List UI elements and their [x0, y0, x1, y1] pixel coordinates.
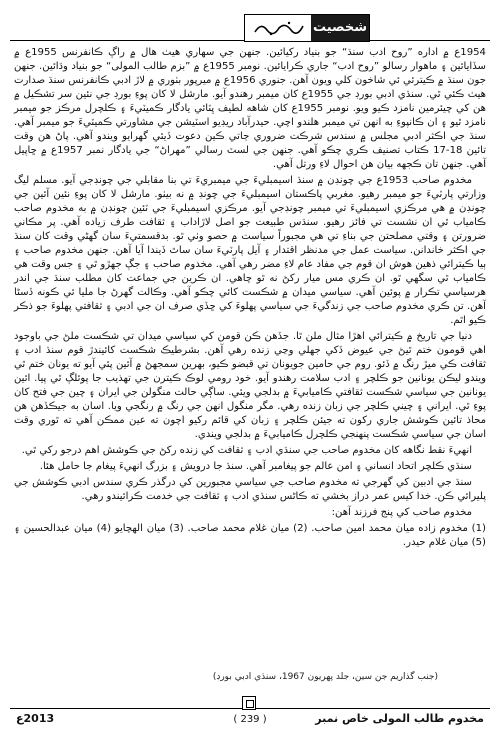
paragraph: 1954ع ۾ اداره ”روح ادب سنڌ“ جو بنياد رکيائين. جنهن جي سهاري هيٺ هال ۾ راڳ ڪانفرنس 1955ع ۾ سڏايائين ۽ ماهوار رسالو ”روح ادب“ جاري ڪرايائين. نومبر 1955ع ۾ ”بزم طالب المولى“ جو بنياد وڌائين. جنهن جون سنڌ ۾ ڪيترئي ئي شاخون کلي ويون آهن. جنوري 1956ع ۾ ميرپور بٺوري ۾ لاڙ ادبي ڪانفرنس سنڌ صدارت هيٺ ڪئي ٿي. سنڌي ادبي بورڊ جي 1955ع کان ميمبر رهندو آيو. مارشل لا کان پوءِ بورڊ جي نئين سر تشڪيل ۾ هن کي چيئرمين نامزد ڪيو ويو. نومبر 1955ع کان شاهه لطيف ڀٽائي يادگار ڪميٽيءَ ۽ ڪلچرل مرڪز جو ميمبر نامزد ٿيو ۽ ان ڪانپوءِ به انهن تي ميمبر هلندو اچي. حيدرآباد ريڊيو اسٽيشن جي مشاورتي ڪميٽيءَ جو ميمبر آهي. سنڌ جي اڪثر ادبي مجلس ۾ سندس شرڪت ضروري ڄاتي ڪين دعوت ڏيئي گهرايو ويندو آهي. پاڻ هن وقت تائين 18-17 ڪتاب تصنيف ڪري چڪو آهي. جنهن جي لسٽ رسالي ”مهراڻ“ جي يادگار نمبر 1957ع ۾ ڇاپيل آهي. جنهن تان ڪجهه بيان هن احوال لاءِ ورتل آهي. — [14, 47, 487, 170]
ornament-icon — [242, 696, 256, 710]
sons-list: (1) مخدوم زاده ميان محمد امين صاحب. (2) ميان غلام محمد صاحب. (3) ميان الهچايو (4) ميان عبدالحسين ۽ (5) ميان غلام حيدر. — [14, 523, 486, 548]
paragraph: سنڌي ڪلچر اتحاد انساني ۽ امن عالم جو پيغامبر آهي. سنڌ جا درويش ۽ بزرگ انهيءَ پيغام جا حامل هئا. — [39, 461, 472, 472]
section-header — [244, 14, 370, 42]
paragraph: سنڌ جي ادبين کي گهرجي ته مخدوم صاحب جي سياسي مجبورين کي درگذر ڪري سندس ادبي ڪوشش جي پليرائي ڪن. خدا کيس عمر دراز بخشي ته ڪاڻس سنڌي ادب ۽ ثقافت جي خدمت ڪرائيندو رهي. — [14, 477, 486, 502]
page-number: ( 239 ) — [233, 714, 267, 725]
paragraph: انهيءَ نقط نگاهه کان مخدوم صاحب جي سنڌي ادب ۽ ثقافت کي زنده رکڻ جي ڪوشش اهم درجو رکي ٿي. — [21, 445, 472, 456]
section-label: شخصيت — [311, 15, 369, 41]
mehran-logo — [251, 18, 307, 38]
article-body — [14, 46, 486, 552]
footer-year: 2013ع — [16, 712, 55, 725]
paragraph: مخدوم صاحب 1953ع جي چونڊن ۾ سنڌ اسيمبليءَ جي ميمبريءَ تي بنا مقابلي جي چونڊجي آيو. مسلم ليگ وزارتي پارٽيءَ جو ميمبر رهيو. مغربي پاڪستان اسيمبليءَ جي چونڊ ۾ نه بيٺو. مارشل لا کان پوءِ نئين آئين جي چونڊن ۾ هي مرڪزي اسيمبليءَ تي ميمبر چونڊجي آيو. مرڪزي اسيمبليءَ جي ٽئين چونڊن ۾ به مخدوم صاحب ڪامياب ٿي ان نشست تي فائز رهيو. سنڌس طبيعت جو اصل لاڙاداب ۽ ثقافت طرف زياده آهي. پر مڪاني ضرورتن ۽ وقتي مصلحتن جي بناءِ تي هي مجبوراً سياست ۾ حصو وٺي ٿو. بدقسمتيءَ سان گهڻي وقت کان سنڌ جي اڪثر خاندانن. سياست عمل جي مدنظر اقتدار ۽ آيل پارٽيءَ سان ساٿ ڏيندا آيا آهن. جنهن مخدوم صاحب ۽ ٻيا ڪيترائي ذهين هوش ان قوم جي مفاد عام لاءِ مضر رهي آهي. مخدوم صاحب ۽ جڳ جهڙو ٿي ۽ جس وقت هي ڪامياب ٿي سگهي ٿو. ان ڪري مس ميار رکڻ نه ٿو چاهي. ان ڪرين جي جماعت کان مطلب سنڌ جي اندر هرسياسي تڪرار ۾ پوئين آهي. سياسي ميدان ۾ شڪست کائي چڪو آهي. وڪالت گهرڻ جا مليا ئي ڪونه ڏسڻا آهن. تن ڪري مخدوم صاحب جي زندگيءَ جي سياسي پهلوءَ کي ڇڏي صرف ان جي ادبي ۽ ثقافتي پهلوءَ جو ذڪر ڪيو اٿم. — [14, 175, 486, 326]
source-credit: (جنب گذاريم جن سين، جلد پهريون 1967، سنڌي ادبي بورڊ) — [212, 672, 438, 682]
sons-heading: مخدوم صاحب کي پنج فرزند آهن: — [331, 507, 472, 518]
paragraph: دنيا جي تاريخ ۾ ڪيترائي اهڙا مثال ملن ٿا. جڏهن ڪن قومن کي سياسي ميدان تي شڪست ملڻ جي باوجود اهي قومون ختم ٿيڻ جي عيوض ڏکي جهلي وڃي زنده رهي آهن. بشرطيڪ شڪست کائيندڙ قوم سنڌ ادب ۽ ثقافت ڪي ميڙ رنگ ۾ ڏئو. روم جي حامين جويونان تي قبضو ڪيو، بهرين سمجهڻ ۾ آئين پئي آيو ته يونان ختم ٿي ويندو ليڪن يونانين جو ڪلچر ۽ ادب سلامت رهندو آيو. خود رومي لوڪ ڪيترن جي تهذيب جا پوئلڳ ٿي پيا. ائين يونانين جي سياسي شڪست ثقافتي ڪاميابيءَ ۾ بدلجي ويئي. ساڳي حالت منگولن جي ايران ۽ چين جي فتح کان پوءِ ٿي. ايراني ۽ چيني ڪلچر جي زبان زنده رهي. مگر منگول انهن جي رنگ ۾ رنگجي ويا. اسان به جيڪڏهن هن محاذ تائين ڪوشش جاري رکون ته جيئن ڪلچر ۽ زبان کي قائم رکيو اچون ته عين ممڪن آهي ته ٿوري وقت اسان جي سياسي شڪست پنهنجي ڪلچرل ڪاميابيءَ ۾ بدلجي ويندي. — [14, 331, 486, 440]
footer-title: مخدوم طالب المولى خاص نمبر — [315, 712, 484, 725]
